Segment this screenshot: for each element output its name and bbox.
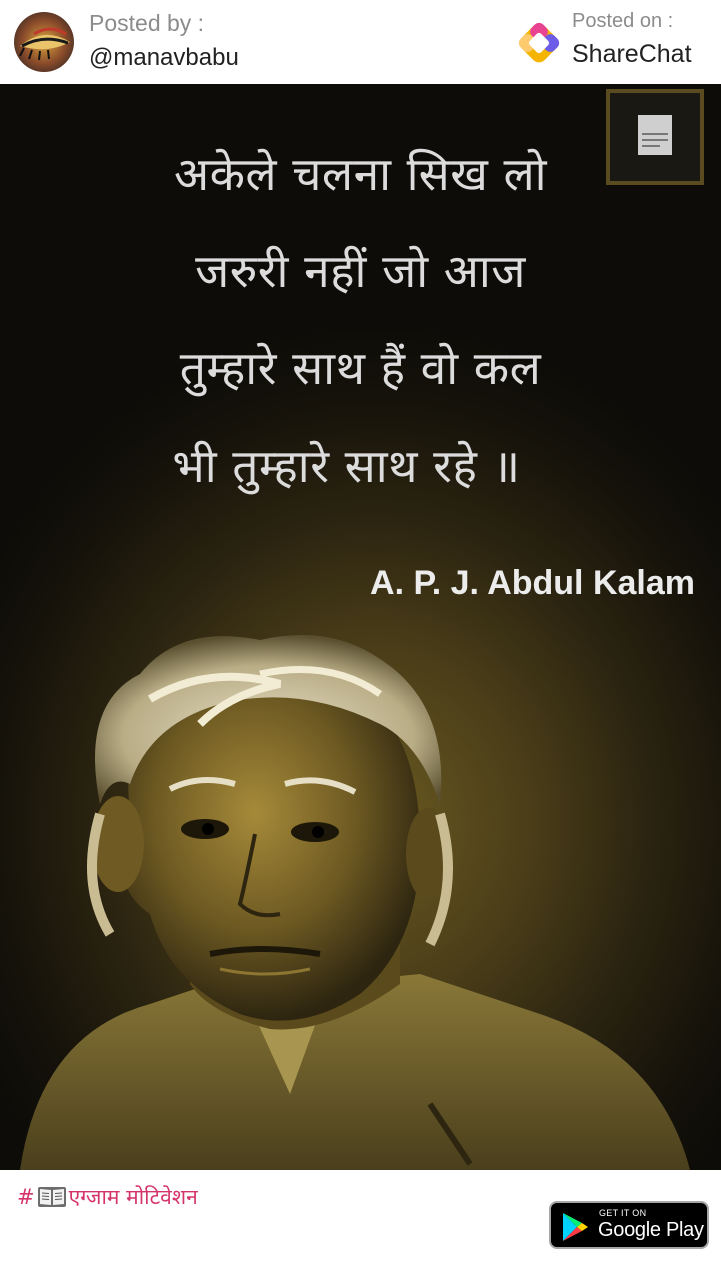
book-icon	[37, 1185, 67, 1209]
hashtag-prefix: #	[17, 1185, 35, 1209]
platform-name: ShareChat	[572, 40, 692, 68]
posted-on-label: Posted on :	[572, 10, 674, 32]
quote-line-2: जरुरी नहीं जो आज	[195, 244, 526, 298]
google-play-icon	[561, 1212, 589, 1242]
google-play-badge[interactable]	[549, 1201, 709, 1249]
sharechat-logo-icon	[514, 18, 564, 68]
quote-line-4: भी तुम्हारे साथ रहे ॥	[172, 439, 521, 493]
quote-author: A. P. J. Abdul Kalam	[370, 564, 695, 602]
username[interactable]: @manavbabu	[89, 44, 239, 71]
hashtag-text: एग्जाम मोटिवेशन	[68, 1185, 198, 1209]
avatar[interactable]	[14, 12, 74, 72]
quote-line-1: अकेले चलना सिख लो	[173, 147, 548, 201]
hashtag-link[interactable]	[17, 1183, 198, 1211]
posted-by-label: Posted by :	[89, 10, 205, 36]
post-image[interactable]	[0, 84, 721, 1170]
quote-line-3: तुम्हारे साथ हैं वो कल	[179, 341, 542, 395]
post-header	[0, 0, 721, 84]
badge-big-text: Google Play	[598, 1219, 704, 1241]
badge-small-text: GET IT ON	[599, 1208, 647, 1218]
